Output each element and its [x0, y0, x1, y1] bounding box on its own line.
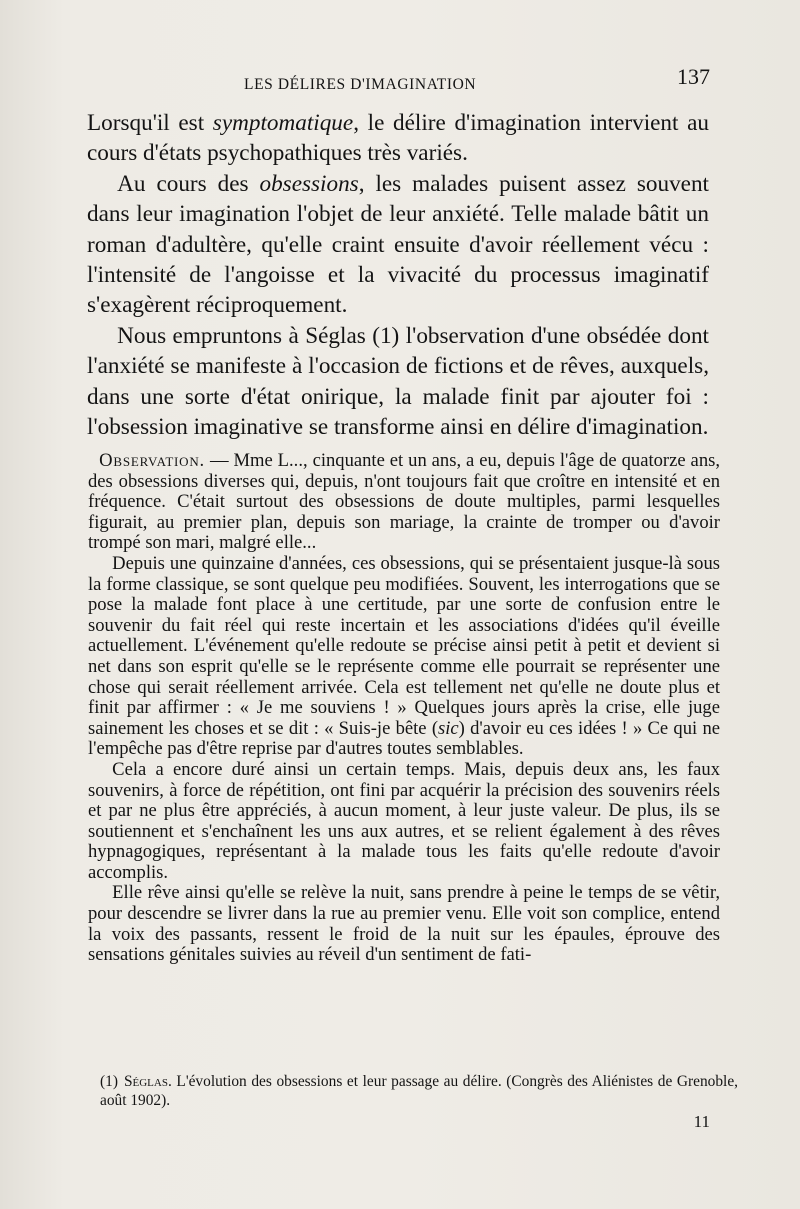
- paragraph-2-emphasis: obsessions: [259, 170, 359, 197]
- paragraph-1: [87, 108, 709, 169]
- observation-paragraph-1-text: — Mme L..., cinquante et un ans, a eu, depuis l'âge de quatorze ans, des obsessions diverses qui, depuis, n'ont toujours fait que croître en intensité et en fréquence. C'était surtout des obsessions de doute multiples, parmi lesquelles figurait, au premier plan, depuis son mariage, la crainte de tromper ou d'avoir trompé son mari, malgré elle...: [88, 450, 720, 554]
- observation-paragraph-3: Cela a encore duré ainsi un certain temps. Mais, depuis deux ans, les faux souvenirs, à force de répétition, ont fini par acquérir la précision des souvenirs réels et par ne plus être appréciés, à aucun moment, à leur juste valeur. De plus, ils se soutiennent et s'enchaînent les uns aux autres, et se relient également à des rêves hypnagogiques, représentant à la malade tous les faits qu'elle redoute d'avoir accomplis.: [88, 758, 720, 883]
- paragraph-2-text-b: , les malades puisent assez souvent dans leur imagination l'objet de leur anxiété. Telle malade bâtit un roman d'adultère, qu'elle craint ensuite d'avoir réellement vécu : l'intensité de l'angoisse et la vivacité du processus imaginatif s'exagèrent réciproquement.: [87, 170, 710, 319]
- paragraph-3: Nous empruntons à Séglas (1) l'observation d'une obsédée dont l'anxiété se manifeste à l'occasion de fictions et de rêves, auxquels, dans une sorte d'état onirique, la malade finit par ajouter foi : l'obsession imaginative se transforme ainsi en délire d'imagination.: [87, 322, 709, 441]
- observation-paragraph-2-emphasis: sic: [438, 717, 459, 739]
- observation-paragraph-2-text-b: ) d'avoir eu ces idées ! » Ce qui ne l'empêche pas d'être reprise par d'autres toutes semblables.: [88, 717, 720, 760]
- paragraph-1-text-b: , le délire d'imagination intervient au cours d'états psychopathiques très variés.: [87, 110, 709, 167]
- running-head: LES DÉLIRES D'IMAGINATION: [244, 76, 477, 93]
- observation-paragraph-1: [88, 451, 720, 554]
- observation-paragraph-2: [88, 554, 720, 760]
- observation-paragraph-4: Elle rêve ainsi qu'elle se relève la nuit, sans prendre à peine le temps de se vêtir, pour descendre se livrer dans la rue au premier venu. Elle voit son complice, entend la voix des passants, ressent le froid de la nuit sur les épaules, éprouve des sensations génitales suivies au réveil d'un sentiment de fati-: [88, 882, 720, 966]
- printer-signature: 11: [693, 1112, 710, 1131]
- observation-label: Observation.: [99, 450, 206, 471]
- page-header: [244, 64, 710, 96]
- footnote-text: L'évolution des obsessions et leur passage au délire. (Congrès des Aliénistes de Grenoble, août 1902).: [100, 1073, 738, 1109]
- main-text: [87, 108, 709, 442]
- page-number: 137: [677, 64, 710, 89]
- footnote: [100, 1072, 738, 1110]
- observation-paragraph-2-text-a: Depuis une quinzaine d'années, ces obsessions, qui se présentaient jusque-là sous la forme classique, se sont quelque peu modifiées. Souvent, les interrogations que se pose la malade font place à une certitude, par une sorte de confusion entre le souvenir du fait réel qui reste incertain et les associations d'idées qu'il éveille actuellement. L'événement qu'elle redoute se précise ainsi petit à petit et devient si net dans son esprit qu'elle se le représente comme elle pourrait se représenter une chose qui serait réellement arrivée. Cela est tellement net qu'elle ne doute plus et finit par affirmer : « Je me souviens ! » Quelques jours après la crise, elle juge sainement les choses et se dit : « Suis-je bête (: [88, 552, 720, 739]
- paragraph-1-text-a: Lorsqu'il est: [87, 110, 213, 136]
- paragraph-2-text-a: Au cours des: [117, 170, 260, 197]
- paragraph-2: [87, 169, 709, 321]
- footnote-number: (1): [100, 1073, 118, 1090]
- paragraph-1-emphasis: symptomatique: [212, 110, 354, 136]
- footnote-author: Séglas.: [123, 1073, 172, 1090]
- observation-block: [88, 451, 720, 966]
